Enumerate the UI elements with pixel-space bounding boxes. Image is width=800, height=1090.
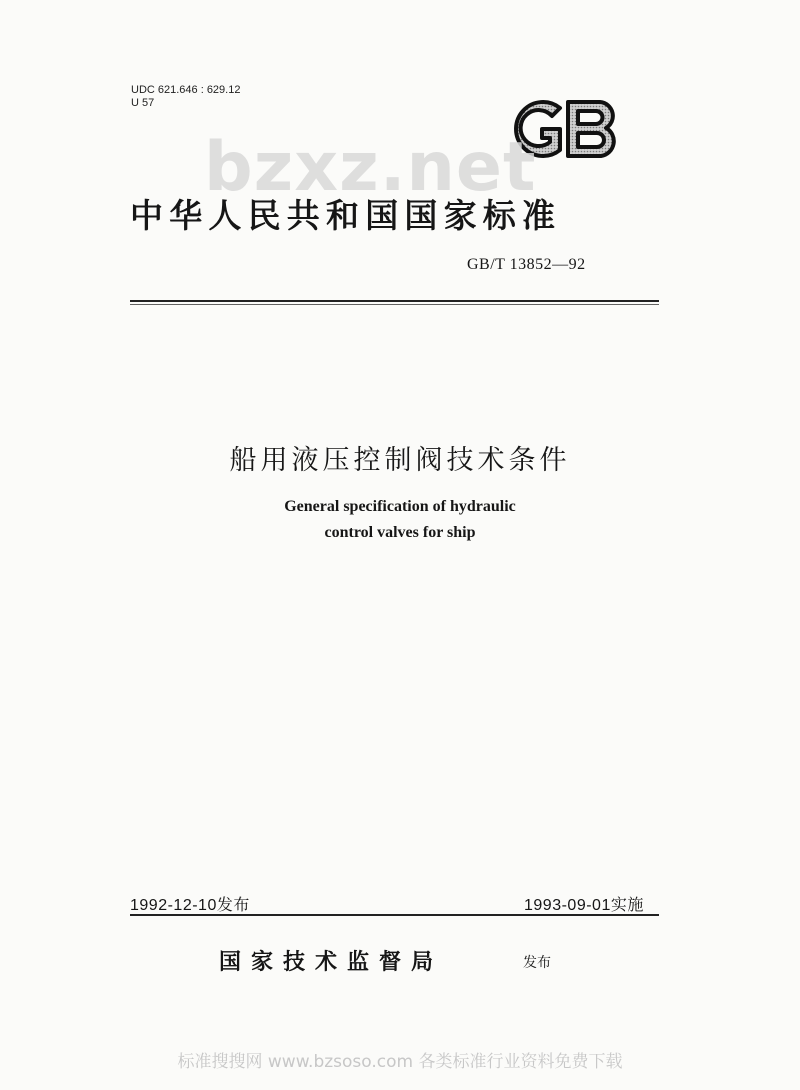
date-rule — [130, 914, 659, 916]
standard-code: GB/T 13852—92 — [467, 256, 586, 273]
udc-code: UDC 621.646 : 629.12 — [131, 84, 241, 96]
document-title-en-line2: control valves for ship — [324, 524, 476, 541]
header-rule — [130, 300, 659, 302]
watermark: bzxz.net — [204, 128, 537, 207]
category-code: U 57 — [131, 97, 155, 109]
footer-watermark: 标准搜搜网 www.bzsoso.com 各类标准行业资料免费下载 — [177, 1052, 623, 1072]
issue-date: 1992-12-10发布 — [130, 897, 250, 914]
issuer-name: 国家技术监督局 — [219, 950, 444, 975]
issuer-suffix: 发布 — [523, 955, 551, 971]
udc-block — [131, 84, 240, 110]
document-title-en-line1: General specification of hydraulic — [284, 498, 516, 515]
effective-date: 1993-09-01实施 — [524, 897, 644, 914]
header-rule-thin — [130, 304, 659, 305]
document-title-zh: 船用液压控制阀技术条件 — [229, 445, 571, 476]
standard-title: 中华人民共和国国家标准 — [130, 196, 562, 235]
